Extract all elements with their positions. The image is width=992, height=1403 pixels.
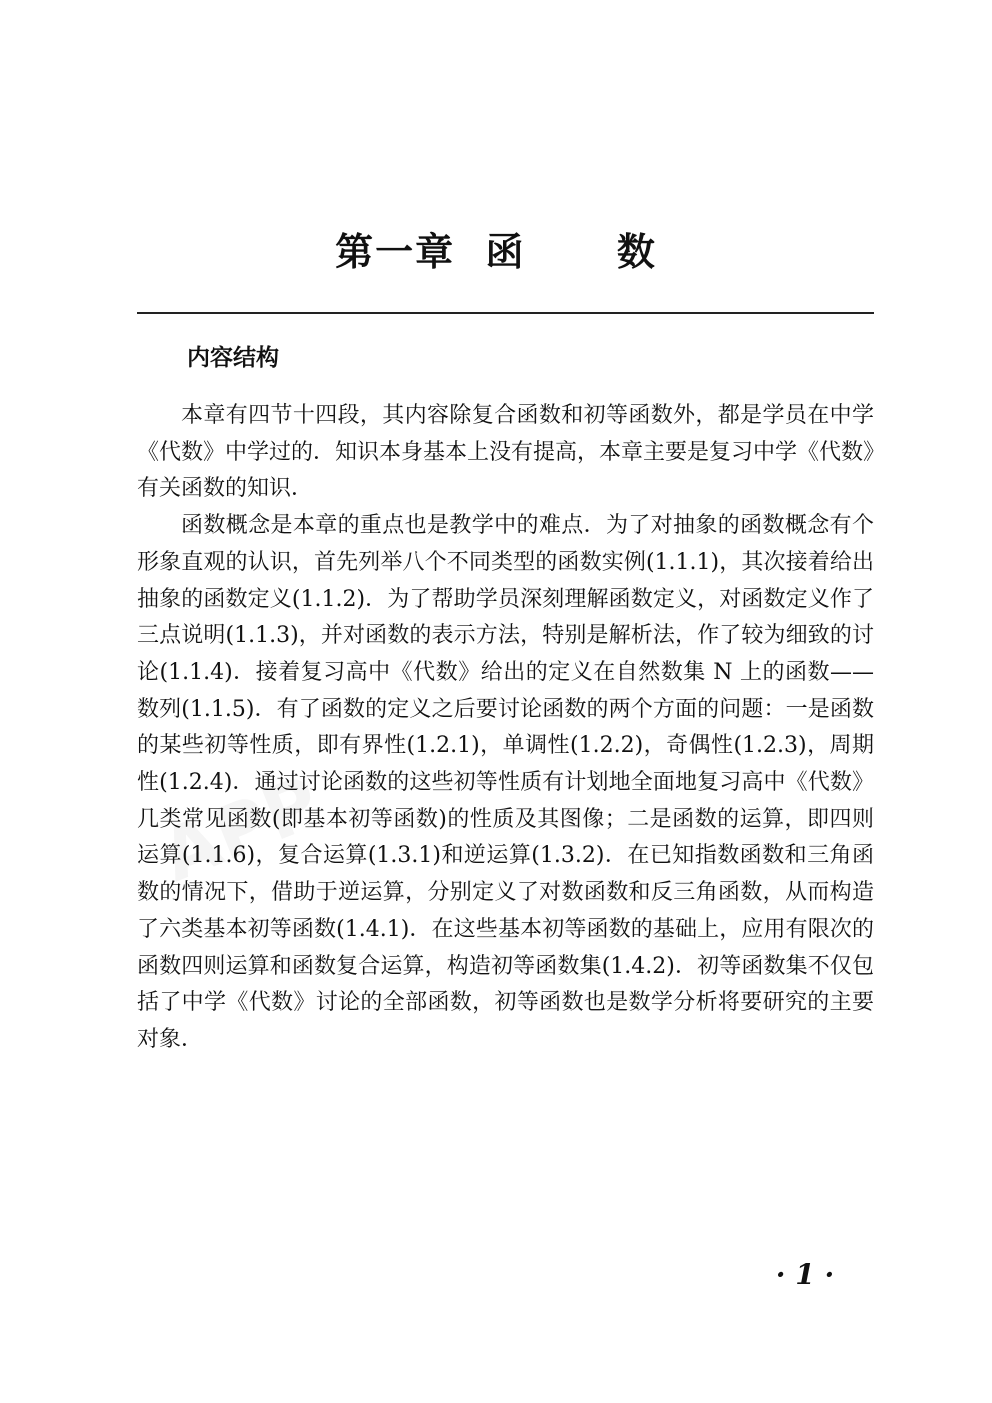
chapter-title: 第一章 函 数	[335, 230, 657, 274]
body-text	[137, 398, 874, 1059]
page-number: · 1 ·	[775, 1258, 835, 1291]
watermark: APP	[150, 759, 331, 898]
paragraph-2: 函数概念是本章的重点也是教学中的难点．为了对抽象的函数概念有个形象直观的认识，首先列举八个不同类型的函数实例(1.1.1)，其次接着给出抽象的函数定义(1.1.2)．为了帮助学员深刻理解函数定义，对函数定义作了三点说明(1.1.3)，并对函数的表示方法，特别是解析法，作了较为细致的讨论(1.1.4)．接着复习高中《代数》给出的定义在自然数集 N 上的函数——数列(1.1.5)．有了函数的定义之后要讨论函数的两个方面的问题：一是函数的某些初等性质，即有界性(1.2.1)，单调性(1.2.2)，奇偶性(1.2.3)，周期性(1.2.4)．通过讨论函数的这些初等性质有计划地全面地复习高中《代数》几类常见函数(即基本初等函数)的性质及其图像；二是函数的运算，即四则运算(1.1.6)，复合运算(1.3.1)和逆运算(1.3.2)．在已知指数函数和三角函数的情况下，借助于逆运算，分别定义了对数函数和反三角函数，从而构造了六类基本初等函数(1.4.1)．在这些基本初等函数的基础上，应用有限次的函数四则运算和函数复合运算，构造初等函数集(1.4.2)．初等函数集不仅包括了中学《代数》讨论的全部函数，初等函数也是数学分析将要研究的主要对象．	[137, 513, 874, 1052]
paragraph-1: 本章有四节十四段，其内容除复合函数和初等函数外，都是学员在中学《代数》中学过的．知识本身基本上没有提高，本章主要是复习中学《代数》有关函数的知识．	[137, 403, 875, 502]
title-divider	[137, 312, 874, 314]
section-heading: 内容结构	[187, 345, 279, 371]
